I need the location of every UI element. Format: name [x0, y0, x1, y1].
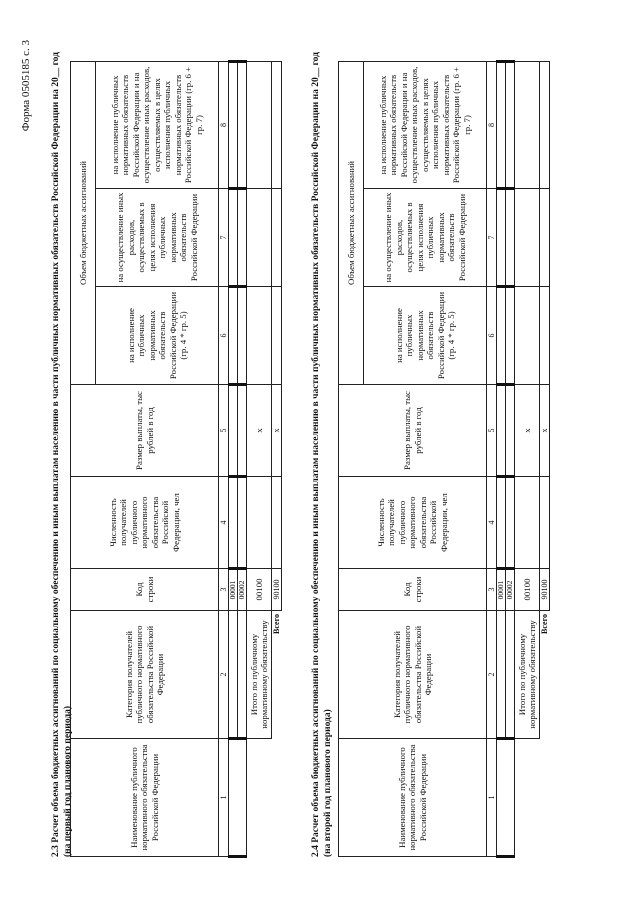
- col-number: 4: [487, 477, 497, 569]
- table-cell[interactable]: [247, 287, 272, 385]
- col-header-total-execution: на исполнение публичных нормативных обязательств Российской Федерации и на осуществление иных расходов, осуществляемых в целях исполнения публичных нормативных обязательств Российской Федерации (гр. 6 + гр. 7): [96, 61, 219, 188]
- table-cell[interactable]: [272, 477, 282, 569]
- grand-total-label: Всего: [540, 614, 550, 634]
- table-cell[interactable]: [515, 477, 540, 569]
- table-cell[interactable]: [515, 189, 540, 287]
- empty-cell: [247, 739, 272, 857]
- col-header-other-expenses: на осуществление иных расходов, осуществляемых в целях исполнения публичных нормативных обязательств Российской Федерации: [364, 189, 487, 287]
- table-cell[interactable]: [247, 189, 272, 287]
- total-x-mark: x: [247, 385, 272, 477]
- col-header-total-execution: на исполнение публичных нормативных обязательств Российской Федерации и на осуществление иных расходов, осуществляемых в целях исполнения публичных нормативных обязательств Российской Федерации (гр. 6 + гр. 7): [364, 61, 487, 188]
- col-header-execution: на исполнение публичных нормативных обязательств Российской Федерации (гр. 4 * гр. 5): [96, 287, 219, 385]
- table-cell[interactable]: [229, 189, 238, 287]
- grand-total-code: 90100: [540, 569, 550, 611]
- table-cell[interactable]: [238, 477, 247, 569]
- table-cell[interactable]: [506, 287, 515, 385]
- row-code: 00002: [238, 569, 247, 611]
- table-cell[interactable]: [238, 287, 247, 385]
- table-cell[interactable]: [247, 477, 272, 569]
- table-cell[interactable]: [238, 611, 247, 739]
- table-cell[interactable]: [229, 385, 238, 477]
- table-cell[interactable]: [497, 385, 506, 477]
- grand-total-code: 90100: [272, 569, 282, 611]
- col-number: 8: [487, 61, 497, 188]
- table-cell[interactable]: [272, 189, 282, 287]
- total-x-mark: x: [515, 385, 540, 477]
- table-cell[interactable]: [229, 477, 238, 569]
- col-number: 7: [487, 189, 497, 287]
- empty-cell: [515, 739, 540, 857]
- table-cell[interactable]: [229, 611, 238, 739]
- col-header-other-expenses: на осуществление иных расходов, осуществляемых в целях исполнения публичных нормативных обязательств Российской Федерации: [96, 189, 219, 287]
- table-cell[interactable]: [540, 287, 550, 385]
- col-number: 7: [219, 189, 229, 287]
- total-label: Итого по публичному нормативному обязательству: [515, 611, 540, 739]
- col-header-row-code: Код строки: [339, 569, 487, 611]
- row-code: 00001: [229, 569, 238, 611]
- table-cell[interactable]: [497, 611, 506, 739]
- col-header-payment-size: Размер выплаты, тыс рублей в год: [339, 385, 487, 477]
- col-number: 6: [487, 287, 497, 385]
- col-number: 1: [487, 739, 497, 857]
- table-cell[interactable]: [272, 287, 282, 385]
- col-header-obligation-name: Наименование публичного нормативного обязательства Российской Федерации: [339, 739, 487, 857]
- table-cell[interactable]: [540, 189, 550, 287]
- col-number: 2: [219, 611, 229, 739]
- section2-table: [338, 60, 550, 858]
- col-number: 4: [219, 477, 229, 569]
- col-header-group-volume: Объем бюджетных ассигнований: [339, 61, 364, 384]
- table-cell[interactable]: [497, 477, 506, 569]
- table-cell[interactable]: [515, 287, 540, 385]
- table-cell[interactable]: [515, 61, 540, 188]
- col-header-recipients: Численность получателей публичного нормативного обязательства Российской Федерации, чел: [71, 477, 219, 569]
- table-cell[interactable]: [229, 287, 238, 385]
- table-cell[interactable]: [238, 385, 247, 477]
- col-header-category: Категория получателей публичного нормативного обязательства Российской Федерации: [339, 611, 487, 739]
- section2-title-line2: (на второй год планового периода): [323, 709, 333, 857]
- table-cell[interactable]: [506, 61, 515, 188]
- col-number: 2: [487, 611, 497, 739]
- col-number: 5: [219, 385, 229, 477]
- row-code: 00002: [506, 569, 515, 611]
- table-cell[interactable]: [497, 189, 506, 287]
- table-cell[interactable]: [540, 477, 550, 569]
- col-number: 6: [219, 287, 229, 385]
- table-cell[interactable]: [272, 61, 282, 188]
- col-number: 1: [219, 739, 229, 857]
- empty-cell: [540, 739, 550, 857]
- section2-title: [310, 52, 334, 857]
- form-number: Форма 0505185 с. 3: [20, 40, 32, 132]
- section1-table: [70, 60, 282, 858]
- col-number: 8: [219, 61, 229, 188]
- empty-cell: [272, 739, 282, 857]
- total-code: 00100: [515, 569, 540, 611]
- table-cell[interactable]: [540, 61, 550, 188]
- col-number: 3: [487, 569, 497, 611]
- table-cell[interactable]: [506, 477, 515, 569]
- total-code: 00100: [247, 569, 272, 611]
- col-header-payment-size: Размер выплаты, тыс рублей в год: [71, 385, 219, 477]
- grand-total-x-mark: x: [540, 385, 550, 477]
- table-cell[interactable]: [247, 61, 272, 188]
- table-cell[interactable]: [238, 61, 247, 188]
- section2-title-line1: 2.4 Расчет объема бюджетных ассигнований по социальному обеспечению и иным выплатам населению в части публичных нормативных обязательств Российской Федерации на 20__ год: [311, 52, 321, 857]
- table-cell[interactable]: [497, 287, 506, 385]
- table-cell[interactable]: [497, 61, 506, 188]
- table-cell[interactable]: [506, 189, 515, 287]
- col-header-row-code: Код строки: [71, 569, 219, 611]
- section1-title-line2: (на первый год планового периода): [63, 705, 73, 857]
- col-header-execution: на исполнение публичных нормативных обязательств Российской Федерации (гр. 4 * гр. 5): [364, 287, 487, 385]
- table-cell[interactable]: [238, 189, 247, 287]
- table-cell[interactable]: [506, 611, 515, 739]
- total-label: Итого по публичному нормативному обязательству: [247, 611, 272, 739]
- table-cell[interactable]: [497, 739, 515, 857]
- grand-total-label: Всего: [272, 614, 282, 634]
- row-code: 00001: [497, 569, 506, 611]
- section1-title-line1: 2.3 Расчет объема бюджетных ассигнований по социальному обеспечению и иным выплатам населению в части публичных нормативных обязательств Российской Федерации на 20__ год: [51, 52, 61, 857]
- col-header-group-volume: Объем бюджетных ассигнований: [71, 61, 96, 384]
- grand-total-x-mark: x: [272, 385, 282, 477]
- col-number: 5: [487, 385, 497, 477]
- col-header-category: Категория получателей публичного нормативного обязательства Российской Федерации: [71, 611, 219, 739]
- table-cell[interactable]: [506, 385, 515, 477]
- col-number: 3: [219, 569, 229, 611]
- table-cell[interactable]: [229, 739, 247, 857]
- col-header-obligation-name: Наименование публичного нормативного обязательства Российской Федерации: [71, 739, 219, 857]
- table-cell[interactable]: [229, 61, 238, 188]
- col-header-recipients: Численность получателей публичного нормативного обязательства Российской Федерации, чел: [339, 477, 487, 569]
